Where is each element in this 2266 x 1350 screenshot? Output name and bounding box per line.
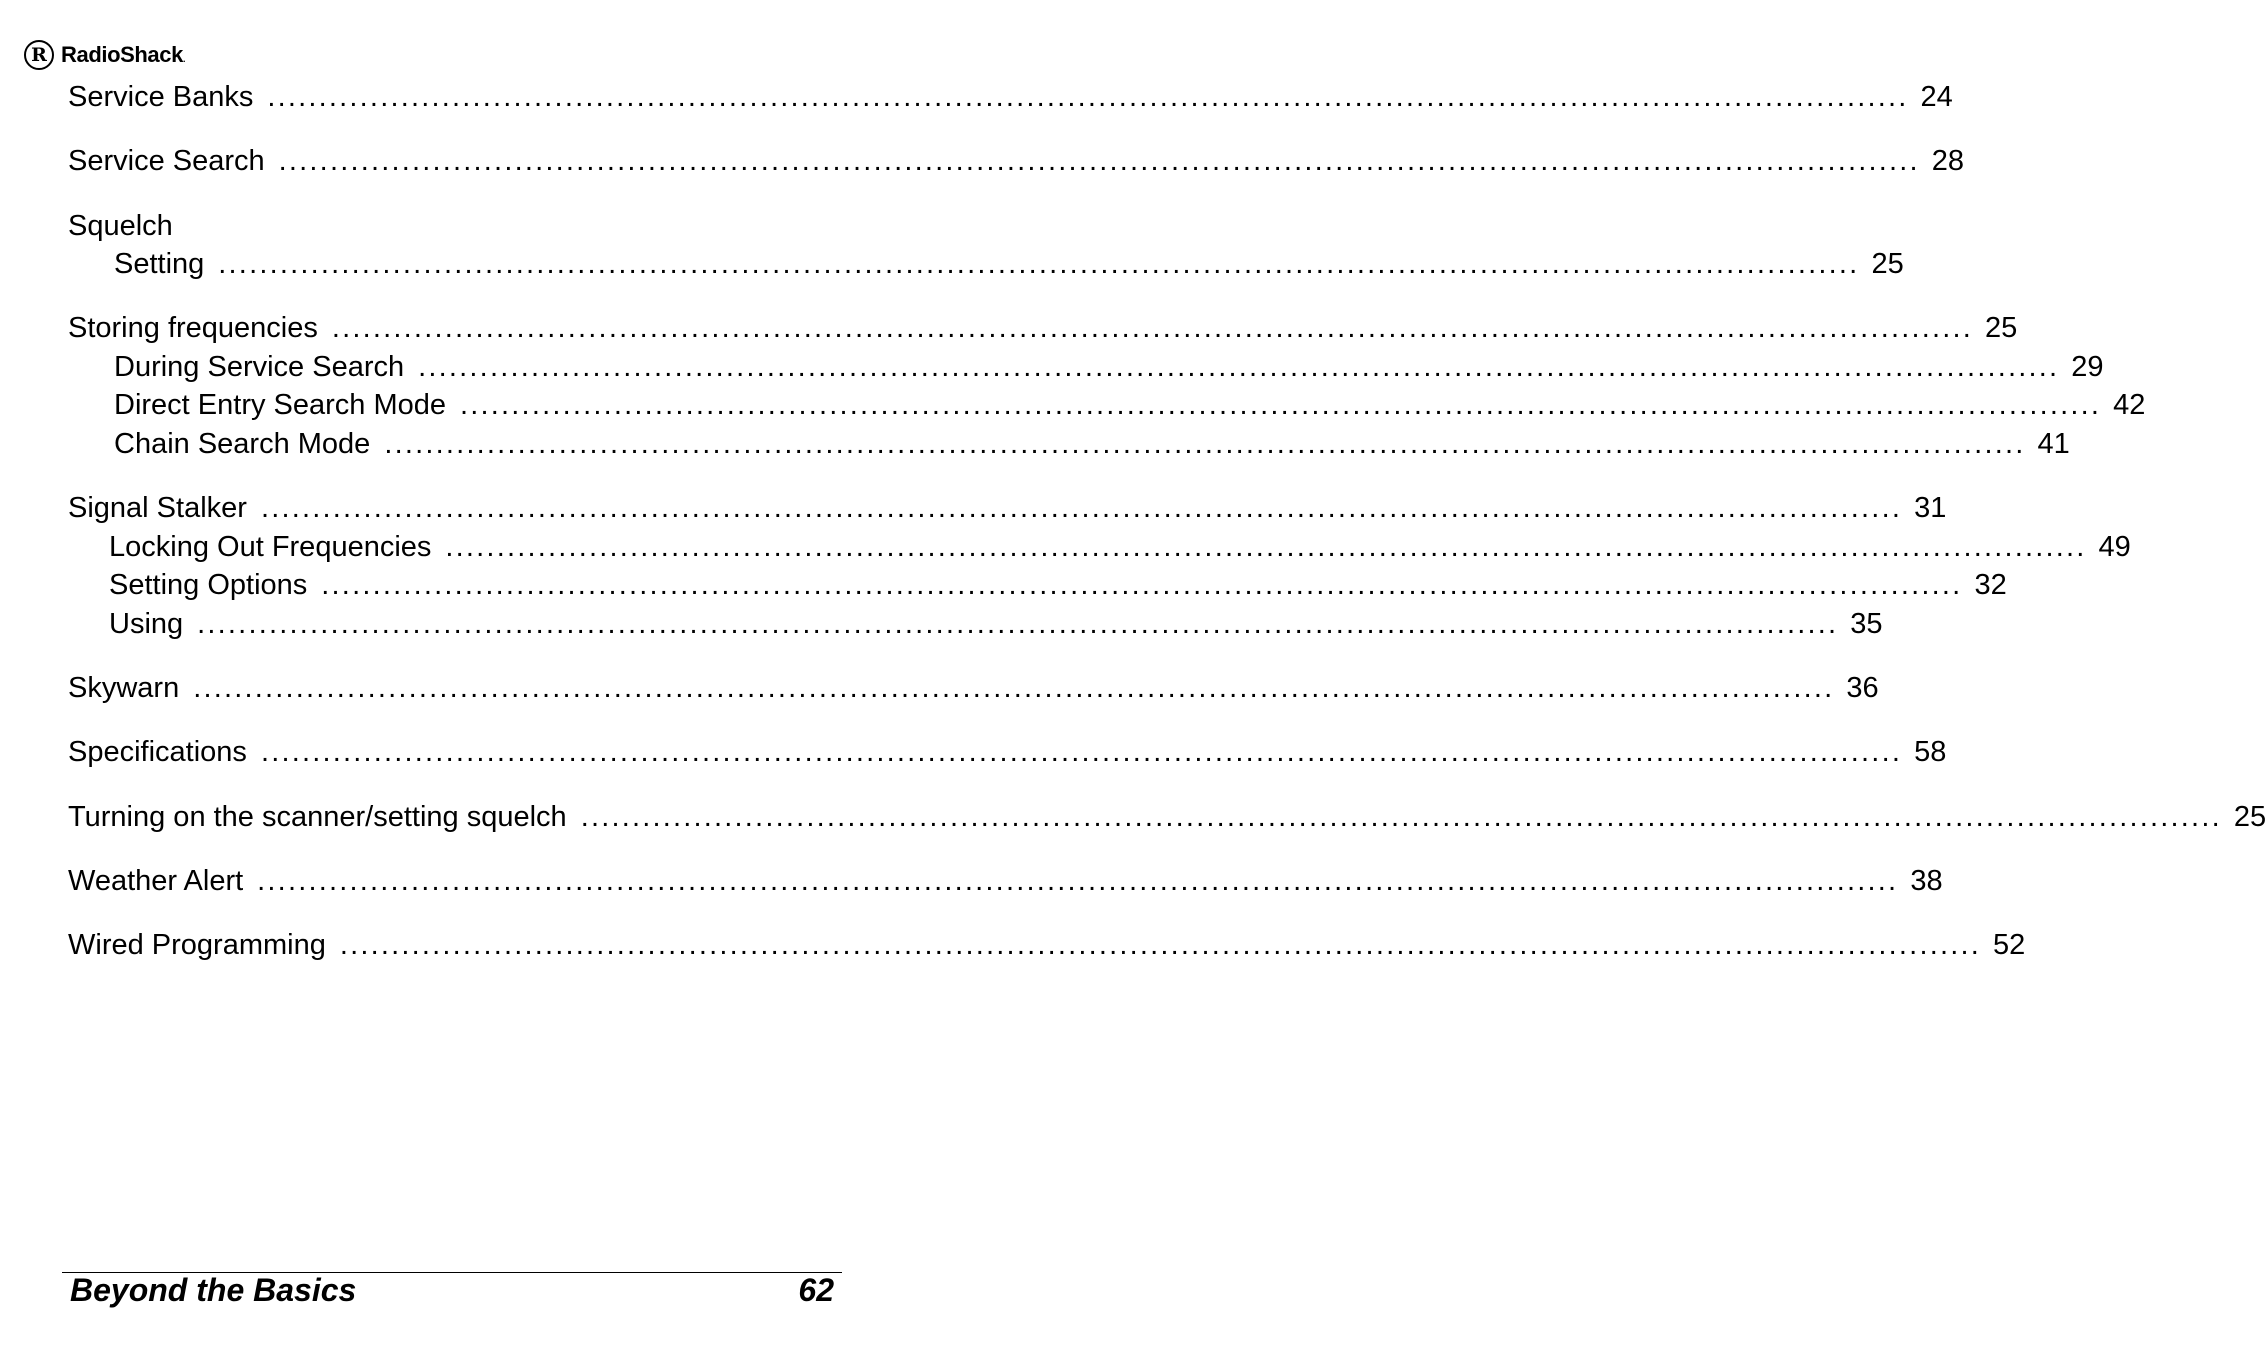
dot-leader: ................................................................................................................................................................ <box>460 389 2102 421</box>
entry-label: Turning on the scanner/setting squelch <box>68 801 567 833</box>
entry-page: 24 <box>1920 81 1953 113</box>
index-subentry-locking-out-frequencies <box>109 528 2131 566</box>
index-entry-wired-programming <box>68 926 2026 964</box>
index-subentry-setting <box>114 245 1904 283</box>
entry-page: 41 <box>2037 428 2070 460</box>
footer-page-number: 62 <box>798 1272 834 1308</box>
entry-page: 36 <box>1846 672 1879 704</box>
dot-leader: ................................................................................................................................................................ <box>260 736 1903 768</box>
entry-label: Storing frequencies <box>68 312 318 344</box>
entry-page: 31 <box>1914 492 1947 524</box>
index-entry-turning-on-scanner <box>68 798 2266 836</box>
index-subentry-chain-search-mode <box>114 425 2070 463</box>
index-entry-skywarn <box>68 669 1879 707</box>
entry-label: Using <box>109 608 184 640</box>
entry-page: 25 <box>1871 248 1904 280</box>
logo-dot: . <box>182 54 186 64</box>
entry-label: Specifications <box>68 736 247 768</box>
index-entry-specifications <box>68 733 1947 771</box>
dot-leader: ................................................................................................................................................................ <box>278 145 1920 177</box>
index-entry-service-search <box>68 142 1965 180</box>
entry-page: 58 <box>1914 736 1947 768</box>
dot-leader: ................................................................................................................................................................ <box>339 929 1981 961</box>
entry-label: Skywarn <box>68 672 180 704</box>
dot-leader: ................................................................................................................................................................ <box>384 428 2026 460</box>
entry-label: During Service Search <box>114 351 405 383</box>
entry-page: 35 <box>1850 608 1883 640</box>
dot-leader: ................................................................................................................................................................ <box>445 531 2087 563</box>
entry-label: Direct Entry Search Mode <box>114 389 447 421</box>
dot-leader: ................................................................................................................................................................ <box>218 248 1860 280</box>
entry-page: 32 <box>1974 569 2007 601</box>
dot-leader: ................................................................................................................................................................ <box>321 569 1963 601</box>
index-entry-weather-alert <box>68 862 1943 900</box>
index-subentry-using <box>109 605 1883 643</box>
entry-label: Setting <box>114 248 205 280</box>
index-subentry-direct-entry-search-mode <box>114 386 2146 424</box>
dot-leader: ................................................................................................................................................................ <box>580 801 2222 833</box>
logo-text: RadioShack <box>61 42 183 67</box>
index-heading-squelch: Squelch <box>68 210 173 242</box>
dot-leader: ................................................................................................................................................................ <box>257 865 1899 897</box>
dot-leader: ................................................................................................................................................................ <box>331 312 1974 344</box>
index-subentry-during-service-search <box>114 348 2104 386</box>
entry-page: 25 <box>2233 801 2266 833</box>
entry-label: Locking Out Frequencies <box>109 531 432 563</box>
entry-label: Weather Alert <box>68 865 244 897</box>
dot-leader: ................................................................................................................................................................ <box>193 672 1835 704</box>
index-entry-service-banks <box>68 78 1953 116</box>
dot-leader: ................................................................................................................................................................ <box>418 351 2060 383</box>
dot-leader: ................................................................................................................................................................ <box>260 492 1903 524</box>
entry-label: Chain Search Mode <box>114 428 371 460</box>
index-entry-storing-frequencies <box>68 309 2018 347</box>
entry-page: 52 <box>1992 929 2026 961</box>
index-entry-signal-stalker <box>68 489 1947 527</box>
dot-leader: ................................................................................................................................................................ <box>197 608 1839 640</box>
dot-leader: ................................................................................................................................................................ <box>267 81 1909 113</box>
entry-page: 29 <box>2071 351 2104 383</box>
entry-page: 28 <box>1931 145 1965 177</box>
logo-mark: R <box>24 40 54 70</box>
entry-page: 49 <box>2098 531 2131 563</box>
entry-label: Setting Options <box>109 569 308 601</box>
entry-page: 42 <box>2113 389 2146 421</box>
entry-label: Service Banks <box>68 81 254 113</box>
entry-page: 38 <box>1910 865 1943 897</box>
footer-section-title: Beyond the Basics <box>70 1272 357 1308</box>
index-subentry-setting-options <box>109 566 2007 604</box>
entry-label: Wired Programming <box>68 929 326 961</box>
entry-label: Service Search <box>68 145 265 177</box>
entry-label: Signal Stalker <box>68 492 247 524</box>
entry-page: 25 <box>1985 312 2018 344</box>
